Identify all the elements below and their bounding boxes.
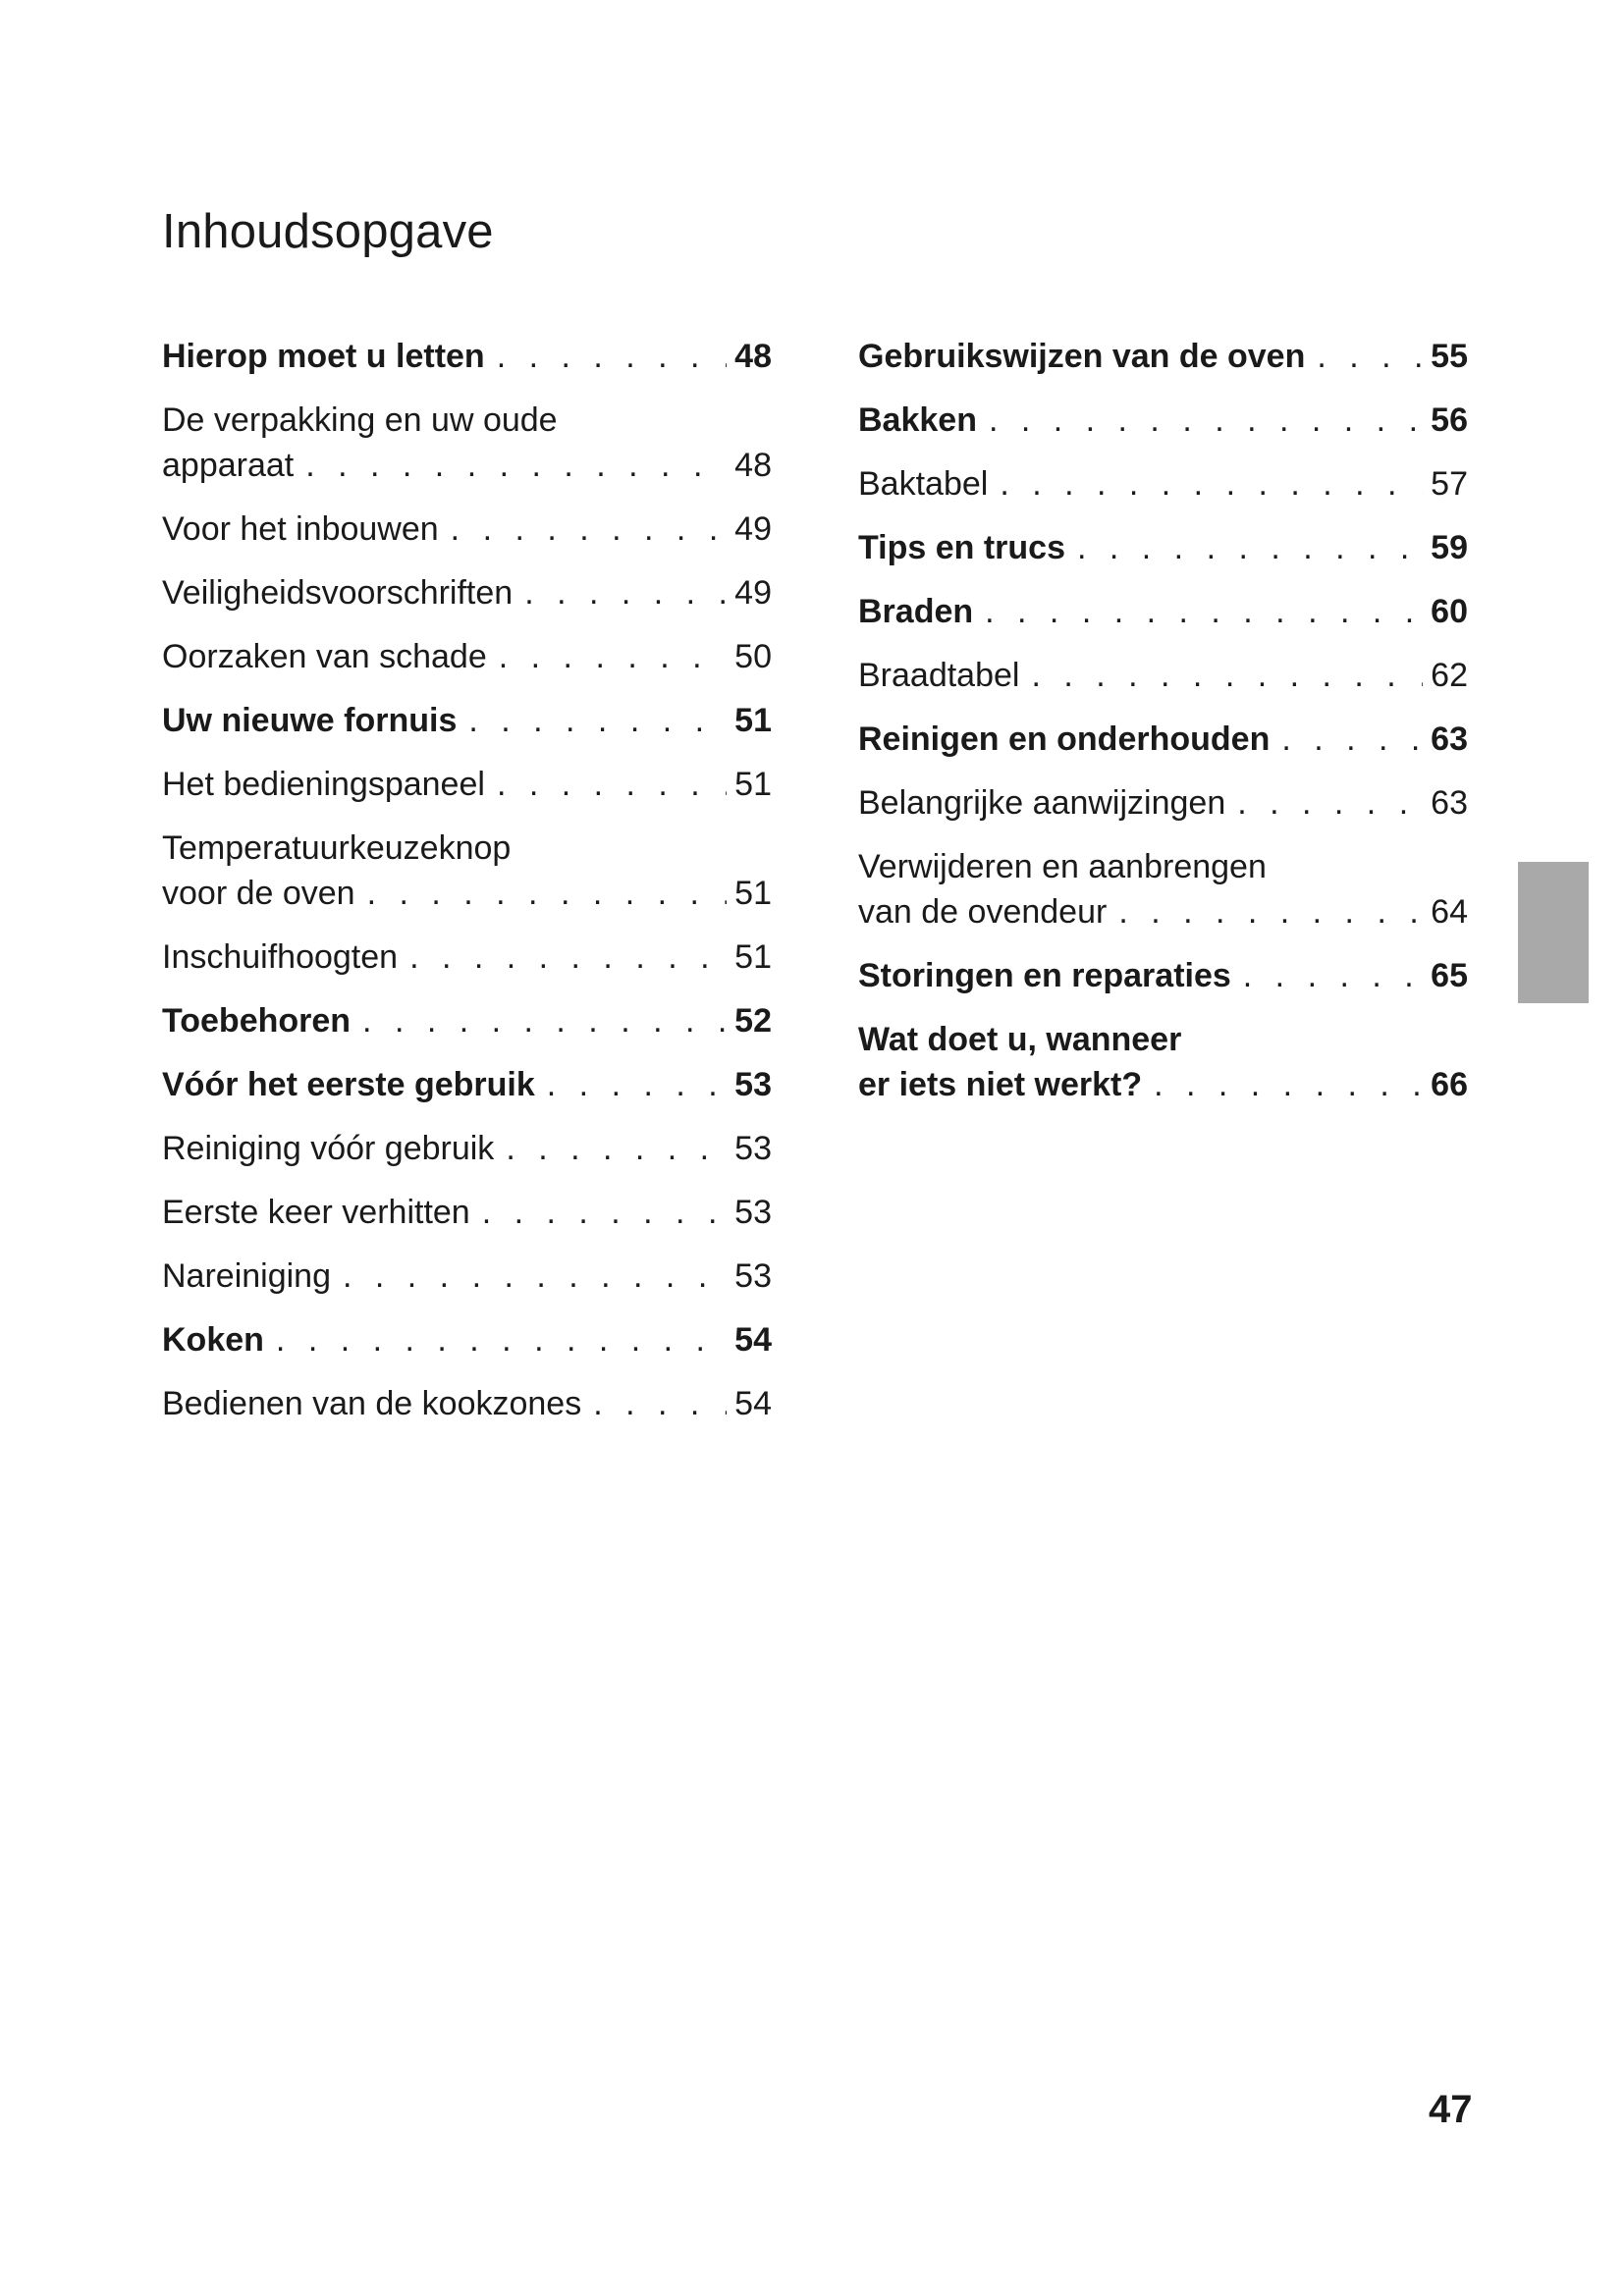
toc-entry-page: 49 <box>734 574 772 612</box>
dot-leader <box>1281 717 1423 762</box>
toc-entry[interactable] <box>162 1317 772 1362</box>
toc-entry[interactable] <box>162 1190 772 1235</box>
toc-entry[interactable] <box>162 1381 772 1426</box>
dot-leader <box>367 871 728 916</box>
toc-entry-title: er iets niet werkt? <box>858 1066 1143 1103</box>
dot-leader <box>497 334 727 379</box>
toc-entry[interactable] <box>858 653 1468 698</box>
dot-leader <box>343 1254 727 1299</box>
dot-leader <box>547 1062 727 1107</box>
toc-entry-title: Inschuifhoogten <box>162 938 399 976</box>
toc-entry-title: Eerste keer verhitten <box>162 1194 470 1231</box>
toc-entry-page: 48 <box>734 338 772 375</box>
toc-entry-title: Nareiniging <box>162 1257 331 1295</box>
dot-leader <box>468 698 727 743</box>
toc-entry-page: 65 <box>1431 957 1468 994</box>
toc-entry-title: van de ovendeur <box>858 893 1108 931</box>
toc-entry-page: 66 <box>1431 1066 1468 1103</box>
toc-entry[interactable] <box>858 953 1468 998</box>
toc-entry-title: Tips en trucs <box>858 529 1065 566</box>
toc-entry[interactable] <box>162 507 772 552</box>
toc-entry-page: 52 <box>734 1002 772 1040</box>
toc-entry-title: Belangrijke aanwijzingen <box>858 784 1226 822</box>
toc-entry-title: Uw nieuwe fornuis <box>162 702 458 739</box>
toc-entry-page: 62 <box>1431 657 1468 694</box>
toc-entry[interactable] <box>858 461 1468 507</box>
dot-leader <box>1243 953 1423 998</box>
toc-entry[interactable] <box>162 1062 772 1107</box>
toc-entry[interactable] <box>162 762 772 807</box>
toc-entry-page: 60 <box>1431 593 1468 630</box>
toc-entry-page: 49 <box>734 510 772 548</box>
dot-leader <box>305 443 727 488</box>
toc-right-column <box>858 334 1468 1126</box>
toc-entry-title: Gebruikswijzen van de oven <box>858 338 1306 375</box>
toc-entry-title: Braadtabel <box>858 657 1020 694</box>
toc-entry[interactable] <box>858 398 1468 443</box>
toc-entry-title: Baktabel <box>858 465 989 503</box>
toc-entry-page: 53 <box>734 1066 772 1103</box>
toc-entry-title: Het bedieningspaneel <box>162 766 485 803</box>
toc-left-column <box>162 334 772 1445</box>
toc-entry-page: 55 <box>1431 338 1468 375</box>
toc-entry-page: 59 <box>1431 529 1468 566</box>
toc-entry-page: 51 <box>734 702 772 739</box>
section-thumb-tab <box>1518 862 1589 1003</box>
toc-entry-page: 56 <box>1431 401 1468 439</box>
dot-leader <box>499 634 727 679</box>
toc-entry-title-line: Wat doet u, wanneer <box>858 1021 1182 1058</box>
dot-leader <box>1077 525 1423 570</box>
toc-entry-page: 57 <box>1431 465 1468 503</box>
toc-entry-title: Vóór het eerste gebruik <box>162 1066 535 1103</box>
toc-entry[interactable] <box>162 698 772 743</box>
toc-entry[interactable] <box>162 934 772 980</box>
toc-entry[interactable] <box>162 1254 772 1299</box>
toc-entry-title: Toebehoren <box>162 1002 352 1040</box>
dot-leader <box>1317 334 1423 379</box>
toc-entry-title-line: De verpakking en uw oude <box>162 401 558 439</box>
toc-entry-title: Koken <box>162 1321 264 1359</box>
dot-leader <box>482 1190 727 1235</box>
dot-leader <box>593 1381 727 1426</box>
toc-entry[interactable] <box>858 589 1468 634</box>
toc-entry-page: 53 <box>734 1257 772 1295</box>
toc-entry-title: Storingen en reparaties <box>858 957 1231 994</box>
toc-entry[interactable] <box>858 844 1468 934</box>
dot-leader <box>1118 889 1423 934</box>
toc-entry-title: Veiligheidsvoorschriften <box>162 574 514 612</box>
toc-entry-page: 63 <box>1431 721 1468 758</box>
toc-entry-title-line: Verwijderen en aanbrengen <box>858 848 1267 885</box>
dot-leader <box>1237 780 1423 826</box>
toc-entry-page: 51 <box>734 875 772 912</box>
toc-entry-title: Bedienen van de kookzones <box>162 1385 582 1422</box>
dot-leader <box>362 998 727 1043</box>
toc-entry-page: 48 <box>734 447 772 484</box>
toc-entry[interactable] <box>162 334 772 379</box>
dot-leader <box>451 507 728 552</box>
dot-leader <box>985 589 1423 634</box>
dot-leader <box>1000 461 1423 507</box>
toc-entry-title: Oorzaken van schade <box>162 638 487 675</box>
dot-leader <box>497 762 727 807</box>
toc-entry-title-line: Temperatuurkeuzeknop <box>162 829 512 867</box>
toc-entry[interactable] <box>162 826 772 916</box>
toc-entry-page: 50 <box>734 638 772 675</box>
toc-entry[interactable] <box>858 334 1468 379</box>
dot-leader <box>506 1126 727 1171</box>
toc-entry-title: Voor het inbouwen <box>162 510 439 548</box>
dot-leader <box>989 398 1423 443</box>
toc-entry-page: 54 <box>734 1321 772 1359</box>
toc-entry-page: 63 <box>1431 784 1468 822</box>
toc-entry[interactable] <box>162 570 772 615</box>
toc-entry-page: 51 <box>734 766 772 803</box>
dot-leader <box>1031 653 1423 698</box>
dot-leader <box>1154 1062 1423 1107</box>
toc-entry-page: 54 <box>734 1385 772 1422</box>
toc-entry-title: Bakken <box>858 401 977 439</box>
toc-entry[interactable] <box>858 717 1468 762</box>
toc-entry[interactable] <box>162 634 772 679</box>
page-title: Inhoudsopgave <box>162 205 494 258</box>
toc-entry-page: 53 <box>734 1194 772 1231</box>
toc-entry-title: Hierop moet u letten <box>162 338 485 375</box>
toc-entry-page: 51 <box>734 938 772 976</box>
toc-entry[interactable] <box>858 780 1468 826</box>
toc-entry-title: Braden <box>858 593 974 630</box>
toc-entry[interactable] <box>162 998 772 1043</box>
page-number: 47 <box>1429 2088 1473 2131</box>
toc-entry-page: 64 <box>1431 893 1468 931</box>
dot-leader <box>524 570 727 615</box>
toc-entry-page: 53 <box>734 1130 772 1167</box>
toc-entry[interactable] <box>858 1017 1468 1107</box>
toc-entry-title: apparaat <box>162 447 295 484</box>
toc-entry[interactable] <box>162 1126 772 1171</box>
toc-entry-title: voor de oven <box>162 875 355 912</box>
toc-entry-title: Reiniging vóór gebruik <box>162 1130 495 1167</box>
dot-leader <box>409 934 727 980</box>
dot-leader <box>276 1317 727 1362</box>
toc-entry[interactable] <box>162 398 772 488</box>
toc-entry[interactable] <box>858 525 1468 570</box>
toc-entry-title: Reinigen en onderhouden <box>858 721 1271 758</box>
